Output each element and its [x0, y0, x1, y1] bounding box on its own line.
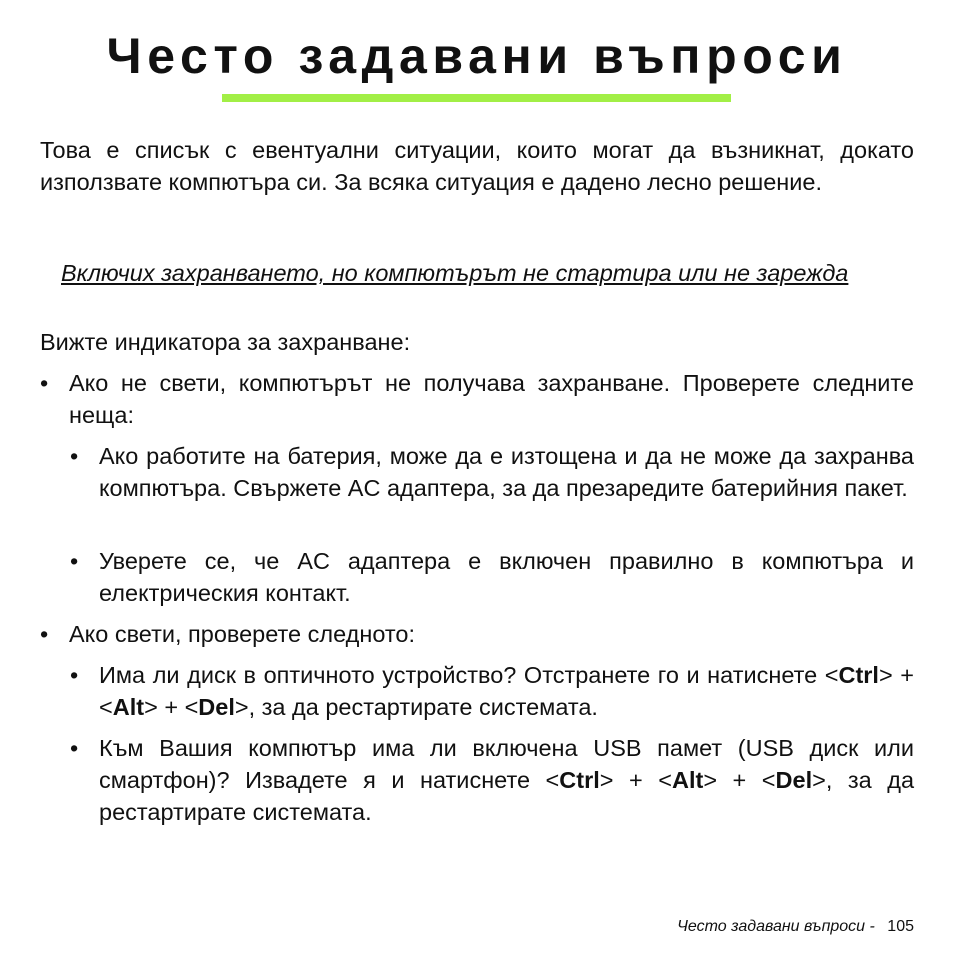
sub-bullet-item-1-2: Уверете се, че AC адаптера е включен правилно в компютъра и електрическия контакт.	[99, 548, 914, 606]
sub-bullet-item-2-2: Към Вашия компютър има ли включена USB памет (USB диск или смартфон)? Извадете я и натиснете <Ctrl> + <Alt> + <Del>, за да рестартирате системата.	[99, 735, 915, 825]
bullet-dot: •	[70, 662, 79, 688]
bullet-dot: •	[70, 443, 79, 469]
bullet-dot: •	[70, 548, 79, 574]
title-underline-bar	[222, 94, 731, 102]
section-heading: Включих захранването, но компютърът не стартира или не зарежда	[61, 260, 849, 286]
key-ctrl: Ctrl	[559, 767, 600, 793]
section-lead: Вижте индикатора за захранване:	[40, 329, 411, 355]
key-del: Del	[775, 767, 813, 793]
bullet-item-2: Ако свети, проверете следното:	[69, 621, 415, 647]
bullet-dot: •	[40, 370, 49, 396]
bullet-dot: •	[70, 735, 79, 761]
key-ctrl: Ctrl	[838, 662, 879, 688]
intro-paragraph: Това е списък с евентуални ситуации, които могат да възникнат, докато използвате компютъра си. За всяка ситуация е дадено лесно решение.	[40, 137, 914, 195]
key-alt: Alt	[671, 767, 704, 793]
key-alt: Alt	[112, 694, 145, 720]
bullet-item-1: Ако не свети, компютърът не получава захранване. Проверете следните неща:	[69, 370, 914, 428]
page-title: Често задавани въпроси	[106, 28, 848, 84]
footer-label: Често задавани въпроси -	[677, 918, 880, 935]
sub-bullet-item-1-1: Ако работите на батерия, може да е изтощена и да не може да захранва компютъра. Свържете AC адаптера, за да презаредите батерийния пакет.	[99, 443, 914, 501]
key-del: Del	[198, 694, 235, 720]
page-number: 105	[887, 918, 914, 935]
sub-bullet-item-2-1: Има ли диск в оптичното устройство? Отстранете го и натиснете <Ctrl> + <Alt> + <Del>, за да рестартирате системата.	[99, 662, 914, 720]
page-footer	[677, 917, 914, 937]
bullet-dot: •	[40, 621, 49, 647]
